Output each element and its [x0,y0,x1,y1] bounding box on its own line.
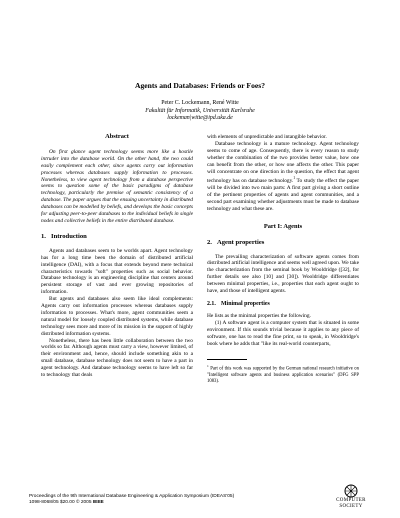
footer-isbn: 1098-8068/05 $20.00 © 2005 [29,500,93,506]
minimal-properties-intro: He lists as the minimal properties the following. [207,312,311,319]
logo-text-line-1: COMPUTER [336,498,366,503]
author-email[interactable]: lockeman|witte@ipd.uka.de [167,115,233,122]
footnote-divider [207,359,247,360]
computer-society-emblem-icon [343,484,359,498]
footer-ieee: IEEE [92,500,104,506]
author-block [40,100,360,123]
section-title: Introduction [51,232,87,240]
body-paragraph-technology [207,141,359,213]
paragraph-text: Database technology is a mature technology. Agent technology seems to come of age. Consequently, there is every reason to study whether the combination of the two provides better value, how one can benefit from the other, or how one affects the other. This paper will concentrate on one direction in the question, the effect that agent technology has on database technology. [207,140,359,185]
subsection-heading-minimal-properties [207,301,359,308]
section-number: 1. [41,232,46,240]
subsection-title: Minimal properties [221,301,270,308]
right-column [207,134,359,385]
subsection-number: 2.1. [207,301,216,308]
section-title: Agent properties [217,238,265,246]
abstract-heading: Abstract [105,133,129,140]
logo-text-line-2: SOCIETY [339,503,363,509]
author-names: Peter C. Lockemann, René Witte [161,100,239,106]
footnote-text: Part of this work was supported by the German national research initiative on "Intelligent software agents and business application scenarios" (DFG SPP 1083). [207,367,359,385]
section-number: 2. [207,238,212,246]
footer-copyright [29,500,234,506]
page-footer [29,494,234,506]
agent-properties-paragraph: The prevailing characterization of software agents comes from distributed artificial intelligence and seems well agreed upon. We take the characterization from the seminal book by Wooldridge ([32], for further details see also [10] and [30]). Wooldridge differentiates between minimal properties, i.e., properties that each agent ought to have, and those of intelligent agents. [207,253,359,295]
intro-paragraph-2: But agents and databases also seem like ideal complements: Agents carry out information processes whereas databases supply information to processes. What's more, agent communities seem a natural model for loosely coupled distributed systems, while database technology sees more and more of its mission in the support of highly distributed information systems. [41,296,193,337]
footnote [207,363,359,385]
author-affiliation: Fakultät für Informatik, Universität Karlsruhe [145,107,255,114]
footer-proceedings: Proceedings of the 9th International Database Engineering & Application Symposium (IDEAS'05) [29,494,235,499]
paper-title: Agents and Databases: Friends or Foes? [134,81,265,90]
continued-paragraph: with elements of unpredictable and intangible behavior. [207,134,327,140]
left-column [41,134,193,379]
paragraph-text-end: To study the effect the paper will be divided into two main parts: A first part giving a short outline of the pertinent properties of agents and agent communities, and a second part examining whether adjustments must be made to database technology and what these are. [207,178,359,212]
section-heading-agent-properties [207,240,359,247]
minimal-properties-paragraph: (1) A software agent is a computer system that is situated in some environment. If this sounds trivial because it applies to any piece of software, one has to read the fine print, so to speak, in Wooldridge's book where he adds that "like its real-world counterparts, [207,319,359,347]
computer-society-logo [330,484,372,509]
part-heading-agents: Part I: Agents [263,222,303,230]
abstract-text: On first glance agent technology seems more like a hostile intruder into the database world. On the other hand, the two could easily complement each other, since agents carry out information processes whereas databases supply information to processes. Nonetheless, to view agent technology from a database perspective seems to question some of the basic paradigms of database technology, particularly the premise of semantic consistency of a database. The paper argues that the ensuing uncertainty in distributed databases can be modelled by beliefs, and develops the basic concepts for adjusting peer-to-peer databases to the individual beliefs in single nodes and collective beliefs in the entire distributed database. [41,148,193,224]
section-heading-introduction [41,234,193,241]
footnote-marker[interactable]: 1 [293,176,296,181]
intro-paragraph-3: Nonetheless, there has been little collaboration between the two worlds so far. Although agents must carry a view, however limited, of their environment and, hence, should include something akin to a small database, database technology does not seem to have a part in agent technology. And database technology seems to have left so far to technology that deals [41,337,193,379]
footnote-number: 1 [207,364,209,369]
intro-paragraph-1: Agents and databases seem to be worlds apart. Agent technology has for a long time been the domain of distributed artificial intelligence (DAI), with a focus that extends beyond mere technical characteristics towards "soft" properties such as social behavior. Database technology is an engineering discipline that centers around persistent storage of vast and ever growing repositories of information. [41,247,193,296]
